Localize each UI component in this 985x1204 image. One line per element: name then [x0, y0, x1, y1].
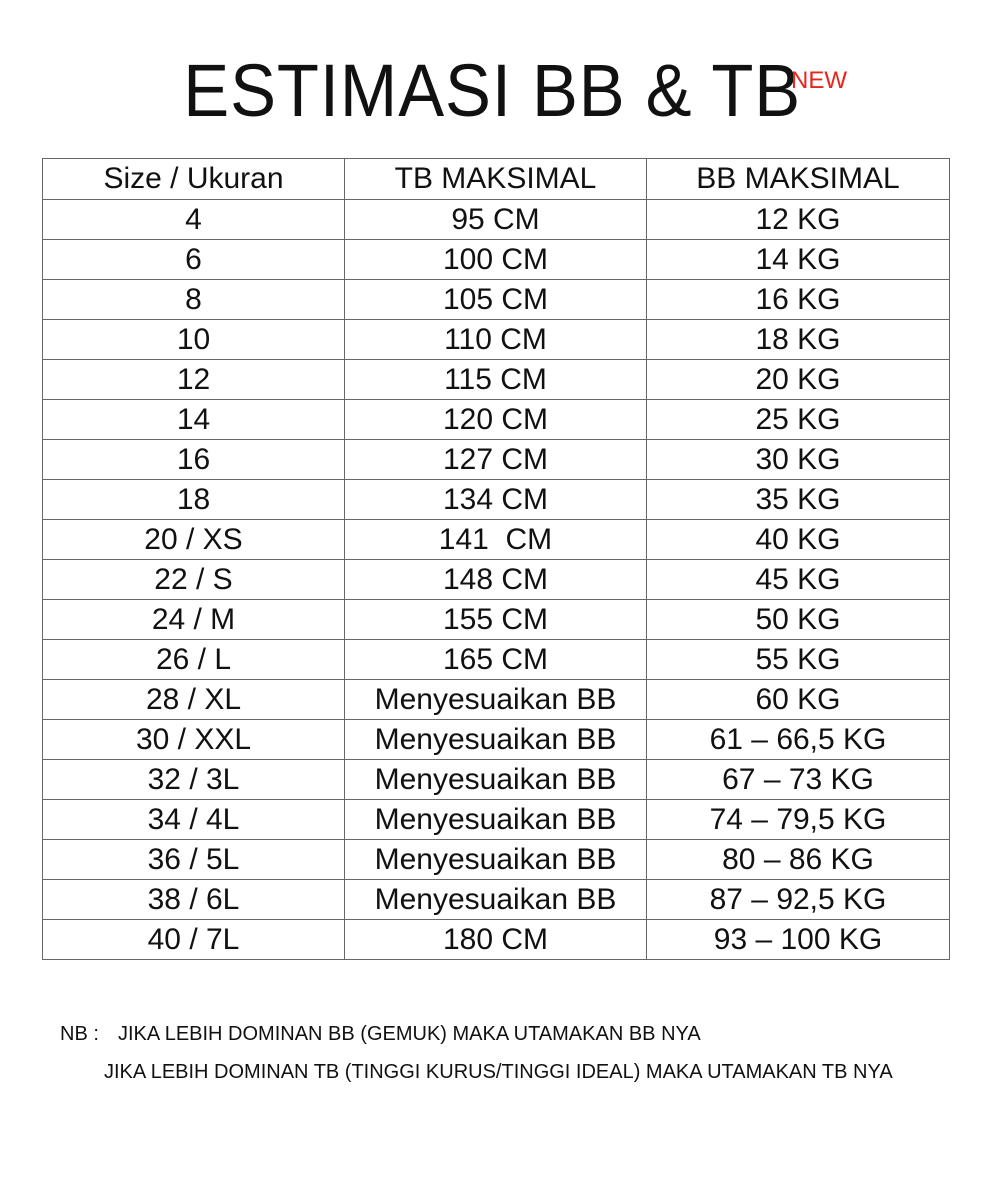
table-row: [43, 760, 950, 800]
tb-cell: Menyesuaikan BB: [345, 760, 647, 800]
notes-section: [60, 1020, 940, 1086]
tb-cell: 180 CM: [345, 920, 647, 960]
tb-cell: 115 CM: [345, 360, 647, 400]
size-cell: 38 / 6L: [43, 880, 345, 920]
size-cell: 4: [43, 200, 345, 240]
size-cell: 28 / XL: [43, 680, 345, 720]
table-row: [43, 920, 950, 960]
size-cell: 30 / XXL: [43, 720, 345, 760]
tb-cell: 127 CM: [345, 440, 647, 480]
size-cell: 22 / S: [43, 560, 345, 600]
table-row: [43, 400, 950, 440]
bb-cell: 61 – 66,5 KG: [647, 720, 950, 760]
header-bb-maksimal: BB MAKSIMAL: [647, 159, 950, 200]
tb-cell: Menyesuaikan BB: [345, 840, 647, 880]
bb-cell: 67 – 73 KG: [647, 760, 950, 800]
size-cell: 34 / 4L: [43, 800, 345, 840]
bb-cell: 74 – 79,5 KG: [647, 800, 950, 840]
size-cell: 24 / M: [43, 600, 345, 640]
bb-cell: 50 KG: [647, 600, 950, 640]
tb-cell: Menyesuaikan BB: [345, 680, 647, 720]
table-row: [43, 560, 950, 600]
size-cell: 32 / 3L: [43, 760, 345, 800]
size-cell: 14: [43, 400, 345, 440]
bb-cell: 35 KG: [647, 480, 950, 520]
size-cell: 40 / 7L: [43, 920, 345, 960]
bb-cell: 87 – 92,5 KG: [647, 880, 950, 920]
bb-cell: 45 KG: [647, 560, 950, 600]
title-text: ESTIMASI BB & TB: [183, 49, 802, 132]
bb-cell: 93 – 100 KG: [647, 920, 950, 960]
size-cell: 12: [43, 360, 345, 400]
tb-cell: 105 CM: [345, 280, 647, 320]
size-cell: 20 / XS: [43, 520, 345, 560]
tb-cell: Menyesuaikan BB: [345, 880, 647, 920]
table-row: [43, 600, 950, 640]
table-row: [43, 640, 950, 680]
table-row: [43, 360, 950, 400]
table-row: [43, 320, 950, 360]
note-text-1: JIKA LEBIH DOMINAN BB (GEMUK) MAKA UTAMAKAN BB NYA: [118, 1023, 701, 1045]
size-cell: 10: [43, 320, 345, 360]
tb-cell: 110 CM: [345, 320, 647, 360]
size-cell: 16: [43, 440, 345, 480]
table-row: [43, 720, 950, 760]
size-cell: 26 / L: [43, 640, 345, 680]
header-tb-maksimal: TB MAKSIMAL: [345, 159, 647, 200]
tb-cell: Menyesuaikan BB: [345, 800, 647, 840]
size-cell: 36 / 5L: [43, 840, 345, 880]
tb-cell: 155 CM: [345, 600, 647, 640]
table-row: [43, 240, 950, 280]
bb-cell: 30 KG: [647, 440, 950, 480]
header-size: Size / Ukuran: [43, 159, 345, 200]
bb-cell: 40 KG: [647, 520, 950, 560]
table-row: [43, 200, 950, 240]
bb-cell: 16 KG: [647, 280, 950, 320]
tb-cell: 148 CM: [345, 560, 647, 600]
bb-cell: 80 – 86 KG: [647, 840, 950, 880]
tb-cell: 95 CM: [345, 200, 647, 240]
note-prefix: NB :: [60, 1023, 99, 1045]
table-row: [43, 280, 950, 320]
bb-cell: 20 KG: [647, 360, 950, 400]
tb-cell: 141 CM: [345, 520, 647, 560]
table-row: [43, 480, 950, 520]
tb-cell: Menyesuaikan BB: [345, 720, 647, 760]
table-row: [43, 800, 950, 840]
table-row: [43, 840, 950, 880]
table-row: [43, 520, 950, 560]
bb-cell: 18 KG: [647, 320, 950, 360]
tb-cell: 134 CM: [345, 480, 647, 520]
bb-cell: 60 KG: [647, 680, 950, 720]
new-badge: NEW: [791, 67, 847, 94]
bb-cell: 12 KG: [647, 200, 950, 240]
note-line-1: [60, 1020, 940, 1048]
size-cell: 18: [43, 480, 345, 520]
bb-cell: 25 KG: [647, 400, 950, 440]
tb-cell: 100 CM: [345, 240, 647, 280]
size-chart-table: [42, 158, 950, 960]
table-row: [43, 680, 950, 720]
size-cell: 8: [43, 280, 345, 320]
tb-cell: 120 CM: [345, 400, 647, 440]
bb-cell: 14 KG: [647, 240, 950, 280]
note-line-2: JIKA LEBIH DOMINAN TB (TINGGI KURUS/TINGGI IDEAL) MAKA UTAMAKAN TB NYA: [104, 1061, 893, 1083]
bb-cell: 55 KG: [647, 640, 950, 680]
page-title: [0, 46, 985, 136]
tb-cell: 165 CM: [345, 640, 647, 680]
table-row: [43, 440, 950, 480]
size-cell: 6: [43, 240, 345, 280]
table-row: [43, 880, 950, 920]
table-header-row: [43, 159, 950, 200]
